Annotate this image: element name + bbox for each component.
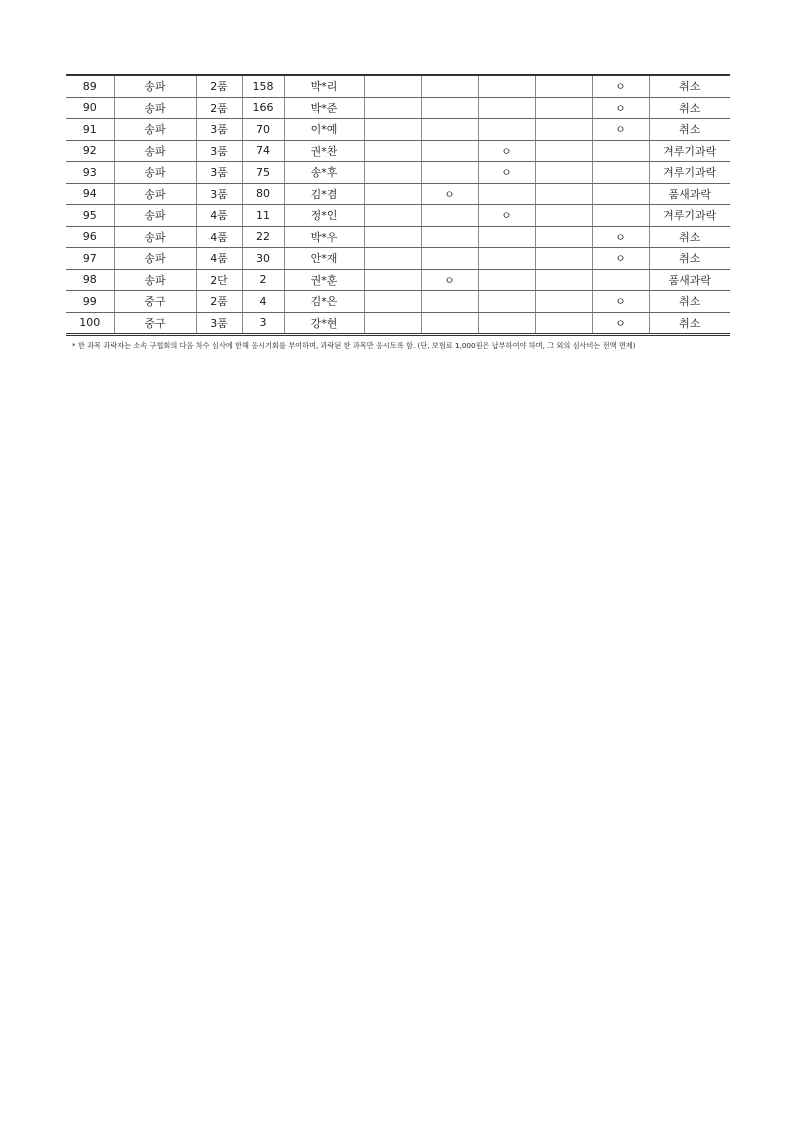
name-cell: 송*후 (284, 162, 364, 184)
name-cell: 박*우 (284, 226, 364, 248)
grade-cell: 2단 (196, 269, 242, 291)
check-col-4 (535, 140, 592, 162)
exam-number-cell: 4 (242, 291, 284, 313)
check-col-2 (421, 97, 478, 119)
table-row (66, 312, 730, 335)
check-col-5 (592, 140, 649, 162)
check-col-1 (364, 312, 421, 335)
check-col-4 (535, 119, 592, 141)
result-cell: 취소 (649, 119, 730, 141)
district-cell: 송파 (114, 75, 196, 97)
result-cell: 겨루기과락 (649, 162, 730, 184)
check-col-1 (364, 248, 421, 270)
result-cell: 겨루기과락 (649, 140, 730, 162)
check-col-3 (478, 291, 535, 313)
result-cell: 품새과락 (649, 269, 730, 291)
check-col-1 (364, 75, 421, 97)
row-number: 100 (66, 312, 114, 335)
check-col-4 (535, 183, 592, 205)
name-cell: 안*재 (284, 248, 364, 270)
result-cell: 취소 (649, 312, 730, 335)
check-col-4 (535, 226, 592, 248)
check-col-4 (535, 162, 592, 184)
exam-number-cell: 3 (242, 312, 284, 335)
check-col-3 (478, 269, 535, 291)
check-col-3 (478, 226, 535, 248)
table-row (66, 140, 730, 162)
grade-cell: 4품 (196, 248, 242, 270)
table-row (66, 97, 730, 119)
name-cell: 권*찬 (284, 140, 364, 162)
exam-number-cell: 80 (242, 183, 284, 205)
row-number: 91 (66, 119, 114, 141)
result-cell: 취소 (649, 226, 730, 248)
exam-number-cell: 75 (242, 162, 284, 184)
check-col-2 (421, 226, 478, 248)
district-cell: 송파 (114, 97, 196, 119)
check-col-2 (421, 119, 478, 141)
check-col-5: ㅇ (592, 248, 649, 270)
exam-number-cell: 70 (242, 119, 284, 141)
check-col-1 (364, 162, 421, 184)
district-cell: 중구 (114, 312, 196, 335)
check-col-2: ㅇ (421, 183, 478, 205)
district-cell: 송파 (114, 226, 196, 248)
table-row (66, 183, 730, 205)
district-cell: 송파 (114, 119, 196, 141)
exam-number-cell: 30 (242, 248, 284, 270)
check-col-5 (592, 205, 649, 227)
check-col-3: ㅇ (478, 205, 535, 227)
grade-cell: 2품 (196, 97, 242, 119)
check-col-1 (364, 119, 421, 141)
grade-cell: 3품 (196, 140, 242, 162)
check-col-1 (364, 291, 421, 313)
row-number: 95 (66, 205, 114, 227)
check-col-1 (364, 97, 421, 119)
row-number: 97 (66, 248, 114, 270)
grade-cell: 3품 (196, 162, 242, 184)
exam-number-cell: 158 (242, 75, 284, 97)
name-cell: 김*은 (284, 291, 364, 313)
check-col-5: ㅇ (592, 119, 649, 141)
check-col-4 (535, 291, 592, 313)
row-number: 96 (66, 226, 114, 248)
results-table (66, 74, 730, 336)
table-row (66, 248, 730, 270)
check-col-4 (535, 312, 592, 335)
table-row (66, 291, 730, 313)
check-col-4 (535, 269, 592, 291)
check-col-4 (535, 248, 592, 270)
grade-cell: 4품 (196, 205, 242, 227)
check-col-5 (592, 183, 649, 205)
district-cell: 송파 (114, 269, 196, 291)
check-col-5: ㅇ (592, 97, 649, 119)
table-row (66, 119, 730, 141)
check-col-3: ㅇ (478, 162, 535, 184)
result-cell: 취소 (649, 97, 730, 119)
check-col-5: ㅇ (592, 226, 649, 248)
check-col-4 (535, 75, 592, 97)
district-cell: 송파 (114, 248, 196, 270)
grade-cell: 2품 (196, 75, 242, 97)
name-cell: 정*인 (284, 205, 364, 227)
check-col-4 (535, 97, 592, 119)
check-col-3 (478, 183, 535, 205)
row-number: 98 (66, 269, 114, 291)
result-cell: 취소 (649, 75, 730, 97)
grade-cell: 3품 (196, 312, 242, 335)
result-cell: 품새과락 (649, 183, 730, 205)
name-cell: 박*리 (284, 75, 364, 97)
table-row (66, 75, 730, 97)
check-col-5 (592, 269, 649, 291)
district-cell: 중구 (114, 291, 196, 313)
district-cell: 송파 (114, 162, 196, 184)
check-col-5: ㅇ (592, 291, 649, 313)
check-col-2 (421, 291, 478, 313)
check-col-1 (364, 205, 421, 227)
exam-number-cell: 2 (242, 269, 284, 291)
check-col-2 (421, 248, 478, 270)
row-number: 99 (66, 291, 114, 313)
check-col-1 (364, 269, 421, 291)
check-col-2 (421, 75, 478, 97)
check-col-5 (592, 162, 649, 184)
grade-cell: 3품 (196, 183, 242, 205)
name-cell: 김*겸 (284, 183, 364, 205)
row-number: 90 (66, 97, 114, 119)
check-col-3 (478, 312, 535, 335)
check-col-3 (478, 248, 535, 270)
row-number: 94 (66, 183, 114, 205)
check-col-1 (364, 226, 421, 248)
table-row (66, 226, 730, 248)
exam-number-cell: 74 (242, 140, 284, 162)
check-col-1 (364, 183, 421, 205)
check-col-3 (478, 75, 535, 97)
table-body (66, 75, 730, 335)
check-col-5: ㅇ (592, 312, 649, 335)
row-number: 92 (66, 140, 114, 162)
result-cell: 겨루기과락 (649, 205, 730, 227)
check-col-2: ㅇ (421, 269, 478, 291)
name-cell: 권*훈 (284, 269, 364, 291)
row-number: 93 (66, 162, 114, 184)
check-col-3 (478, 119, 535, 141)
footnote: * 한 과목 과락자는 소속 구협회의 다음 차수 심사에 한해 응시기회를 부여하며, 과락된 한 과목만 응시토록 함. (단, 보험료 1,000원은 납부하여야 하며, 그 외의 심사비는 전액 면제) (72, 341, 636, 350)
result-cell: 취소 (649, 291, 730, 313)
check-col-2 (421, 140, 478, 162)
grade-cell: 3품 (196, 119, 242, 141)
row-number: 89 (66, 75, 114, 97)
district-cell: 송파 (114, 140, 196, 162)
result-cell: 취소 (649, 248, 730, 270)
name-cell: 이*예 (284, 119, 364, 141)
check-col-2 (421, 312, 478, 335)
grade-cell: 4품 (196, 226, 242, 248)
exam-number-cell: 166 (242, 97, 284, 119)
grade-cell: 2품 (196, 291, 242, 313)
table-row (66, 162, 730, 184)
exam-number-cell: 22 (242, 226, 284, 248)
district-cell: 송파 (114, 183, 196, 205)
name-cell: 박*준 (284, 97, 364, 119)
district-cell: 송파 (114, 205, 196, 227)
name-cell: 강*현 (284, 312, 364, 335)
check-col-1 (364, 140, 421, 162)
check-col-5: ㅇ (592, 75, 649, 97)
check-col-2 (421, 162, 478, 184)
check-col-3 (478, 97, 535, 119)
check-col-4 (535, 205, 592, 227)
exam-number-cell: 11 (242, 205, 284, 227)
table-row (66, 205, 730, 227)
table-row (66, 269, 730, 291)
check-col-3: ㅇ (478, 140, 535, 162)
check-col-2 (421, 205, 478, 227)
